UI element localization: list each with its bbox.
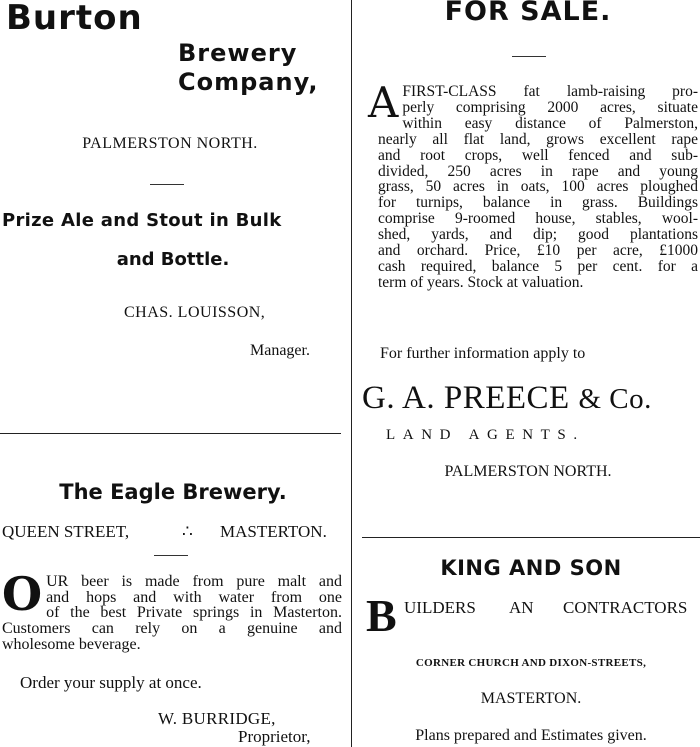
king-heading-word1: UILDERS: [404, 598, 476, 617]
king-address: CORNER CHURCH AND DIXON-STREETS,: [415, 657, 647, 669]
sale-body-line: and orchard. Price, £10 per acre, £1000: [378, 242, 698, 260]
king-title: KING AND SON: [440, 556, 622, 580]
eagle-address-sep: ∴: [182, 522, 193, 541]
eagle-title: The Eagle Brewery.: [59, 480, 287, 504]
eagle-address-street: QUEEN STREET,: [2, 522, 130, 541]
burton-divider: [150, 184, 184, 185]
burton-manager-name: CHAS. LOUISSON,: [124, 304, 266, 321]
burton-title-company: Company,: [178, 68, 319, 96]
sale-body-line: grass, 50 acres in oats, 100 acres ploughed: [378, 178, 698, 196]
sale-body: [368, 78, 698, 291]
burton-product-line1: Prize Ale and Stout in Bulk: [2, 210, 282, 231]
burton-product-line2: and Bottle.: [116, 249, 230, 270]
section-rule-left: [0, 433, 341, 434]
sale-body-line: term of years. Stock at valuation.: [378, 273, 584, 291]
sale-agent-name: [362, 380, 652, 417]
sale-body-line: within easy distance of Palmerston,: [402, 114, 698, 132]
burton-title-brewery: Brewery: [178, 39, 298, 67]
eagle-order-line: Order your supply at once.: [20, 673, 202, 692]
sale-agent-suffix: & Co.: [578, 383, 652, 415]
burton-manager-title: Manager.: [250, 342, 310, 359]
sale-agent-name-text: G. A. PREECE: [362, 380, 570, 416]
sale-drop-cap: A: [368, 78, 399, 127]
sale-agent-location: PALMERSTON NORTH.: [444, 463, 612, 480]
sale-title: FOR SALE.: [444, 0, 612, 27]
eagle-divider: [154, 555, 188, 556]
sale-body-line: shed, yards, and dip; good plantations: [378, 226, 698, 244]
sale-agent-role: LAND AGENTS.: [386, 427, 585, 443]
sale-body-line: for turnips, balance in grass. Buildings: [378, 194, 698, 212]
king-heading-word3: CONTRACTORS: [563, 598, 688, 617]
column-divider: [351, 0, 352, 747]
king-tagline: Plans prepared and Estimates given.: [415, 727, 647, 744]
sale-body-line: perly comprising 2000 acres, situate: [402, 98, 698, 116]
sale-body-line: FIRST-CLASS fat lamb-raising pro-: [402, 83, 698, 100]
section-rule-right: [362, 537, 700, 538]
eagle-body-line: UR beer is made from pure malt and: [46, 573, 342, 590]
eagle-body-line: wholesome beverage.: [2, 635, 141, 653]
king-drop-cap: B: [366, 590, 397, 641]
sale-body-line: comprise 9-roomed house, stables, wool-: [378, 210, 698, 228]
burton-location: PALMERSTON NORTH.: [82, 135, 258, 152]
sale-body-line: divided, 250 acres in rape and young: [378, 162, 698, 180]
eagle-address-town: MASTERTON.: [220, 522, 327, 541]
sale-body-line: cash required, balance 5 per cent. for a: [378, 257, 698, 275]
sale-body-line: nearly all flat land, grows excellent rape: [378, 130, 698, 148]
eagle-body: [2, 567, 342, 653]
sale-body-line: and root crops, well fenced and sub-: [378, 146, 698, 164]
eagle-body-line: Customers can rely on a genuine and: [2, 620, 342, 638]
eagle-body-line: and hops and with water from one: [46, 588, 342, 606]
king-heading-word2: AN: [509, 598, 534, 617]
sale-divider: [512, 56, 546, 57]
king-town: MASTERTON.: [480, 690, 582, 707]
eagle-body-line: of the best Private springs in Masterton.: [46, 604, 342, 622]
sale-apply-line: For further information apply to: [380, 345, 586, 362]
eagle-signer-name: W. BURRIDGE,: [158, 709, 276, 728]
eagle-signer-title: Proprietor,: [238, 727, 311, 746]
eagle-drop-cap: O: [2, 567, 43, 621]
burton-title: Burton: [6, 0, 143, 38]
